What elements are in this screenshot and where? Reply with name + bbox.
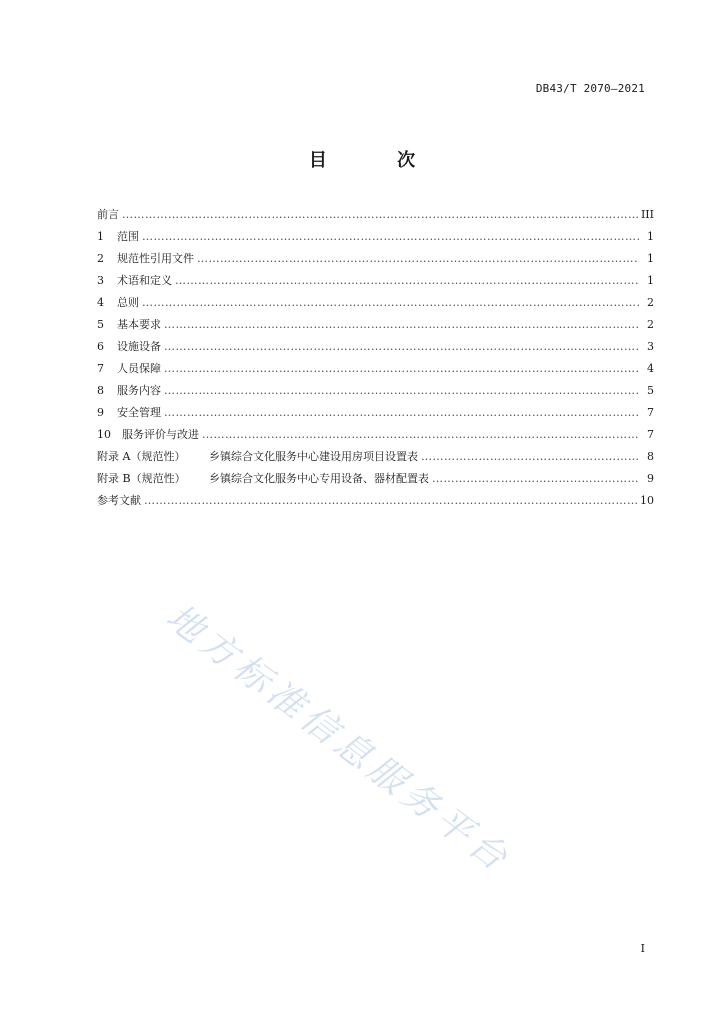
- page-number: I: [640, 942, 645, 955]
- toc-entry-number: 6: [97, 340, 104, 353]
- toc-entry-label: 总则: [117, 296, 139, 309]
- toc-entry-label: 服务评价与改进: [122, 428, 199, 441]
- toc-entry-page: 7: [647, 428, 654, 441]
- toc-entry-page: 7: [647, 406, 654, 419]
- toc-entry-label: 服务内容: [117, 384, 161, 397]
- toc-leader-dots: [175, 270, 639, 292]
- toc-leader-dots: [164, 402, 639, 424]
- toc-leader-dots: [142, 226, 639, 248]
- toc-entry-3[interactable]: [97, 270, 654, 292]
- toc-entry-number: 8: [97, 384, 104, 397]
- toc-entry-number: 10: [97, 428, 111, 441]
- toc-leader-dots: [164, 314, 639, 336]
- toc-entry-number: 9: [97, 406, 104, 419]
- toc-entry-references[interactable]: [97, 490, 654, 512]
- toc-entry-page: 10: [640, 494, 654, 507]
- toc-entry-number: 1: [97, 230, 104, 243]
- toc-leader-dots: [164, 336, 639, 358]
- toc-appendix-prefix: 附录 B（规范性）: [97, 472, 186, 485]
- toc-leader-dots: [164, 358, 639, 380]
- toc-entry-label: 前言: [97, 208, 119, 221]
- toc-leader-dots: [142, 292, 639, 314]
- toc-leader-dots: [432, 468, 639, 490]
- toc-entry-number: 5: [97, 318, 104, 331]
- toc-leader-dots: [202, 424, 639, 446]
- toc-entry-2[interactable]: [97, 248, 654, 270]
- toc-entry-6[interactable]: [97, 336, 654, 358]
- toc-entry-page: 9: [647, 472, 654, 485]
- toc-entry-label: 人员保障: [117, 362, 161, 375]
- toc-leader-dots: [144, 490, 637, 512]
- toc-entry-label: 术语和定义: [117, 274, 172, 287]
- document-code: DB43/T 2070—2021: [535, 82, 645, 95]
- toc-entry-appendix-a[interactable]: [97, 446, 654, 468]
- toc-entry-9[interactable]: [97, 402, 654, 424]
- toc-entry-page: 1: [647, 252, 654, 265]
- watermark: 地方标准信息服务平台: [158, 596, 519, 882]
- table-of-contents: [97, 204, 654, 512]
- toc-leader-dots: [164, 380, 639, 402]
- toc-appendix-prefix: 附录 A（规范性）: [97, 450, 186, 463]
- toc-entry-5[interactable]: [97, 314, 654, 336]
- toc-entry-page: 5: [647, 384, 654, 397]
- toc-entry-page: 1: [647, 274, 654, 287]
- toc-entry-page: 1: [647, 230, 654, 243]
- toc-entry-page: III: [640, 208, 654, 221]
- toc-leader-dots: [197, 248, 639, 270]
- toc-entry-number: 7: [97, 362, 104, 375]
- toc-entry-label: 乡镇综合文化服务中心建设用房项目设置表: [209, 450, 418, 463]
- toc-entry-page: 2: [647, 296, 654, 309]
- toc-entry-page: 4: [647, 362, 654, 375]
- toc-entry-1[interactable]: [97, 226, 654, 248]
- toc-entry-8[interactable]: [97, 380, 654, 402]
- toc-entry-number: 4: [97, 296, 104, 309]
- toc-entry-page: 2: [647, 318, 654, 331]
- toc-entry-label: 范围: [117, 230, 139, 243]
- toc-entry-label: 安全管理: [117, 406, 161, 419]
- toc-entry-foreword[interactable]: [97, 204, 654, 226]
- toc-leader-dots: [122, 204, 638, 226]
- toc-entry-page: 8: [647, 450, 654, 463]
- toc-entry-10[interactable]: [97, 424, 654, 446]
- toc-entry-4[interactable]: [97, 292, 654, 314]
- page-title: 目 次: [308, 150, 448, 171]
- toc-entry-7[interactable]: [97, 358, 654, 380]
- toc-entry-number: 2: [97, 252, 104, 265]
- toc-entry-label: 参考文献: [97, 494, 141, 507]
- toc-entry-label: 设施设备: [117, 340, 161, 353]
- toc-entry-label: 基本要求: [117, 318, 161, 331]
- toc-entry-label: 规范性引用文件: [117, 252, 194, 265]
- toc-entry-appendix-b[interactable]: [97, 468, 654, 490]
- toc-entry-label: 乡镇综合文化服务中心专用设备、器材配置表: [209, 472, 429, 485]
- toc-entry-number: 3: [97, 274, 104, 287]
- toc-entry-page: 3: [647, 340, 654, 353]
- toc-leader-dots: [421, 446, 639, 468]
